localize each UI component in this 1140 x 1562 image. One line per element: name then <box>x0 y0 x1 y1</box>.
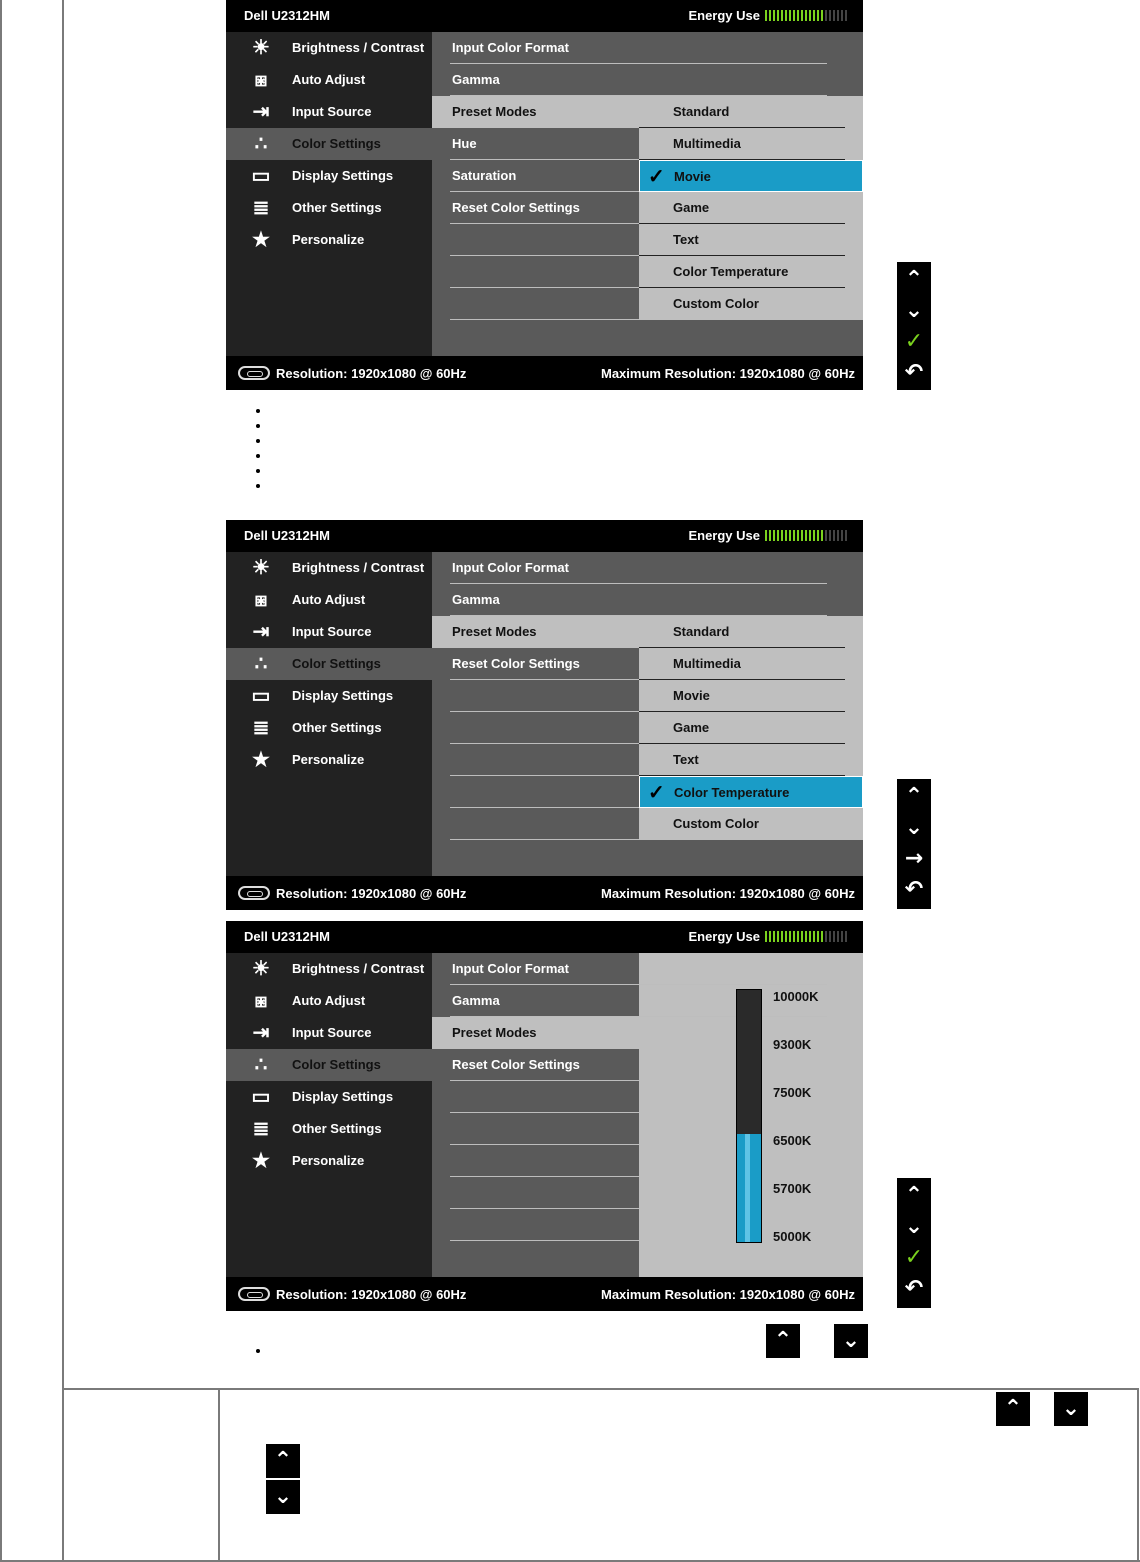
submenu-empty-row <box>432 808 639 840</box>
preset-option-text[interactable] <box>639 224 863 256</box>
preset-option-multimedia[interactable] <box>639 648 863 680</box>
preset-option-label: Custom Color <box>673 816 759 831</box>
energy-segment <box>829 530 831 541</box>
menu-item-color-settings[interactable] <box>226 128 432 160</box>
submenu-empty-row <box>432 712 639 744</box>
submenu-item-label: Reset Color Settings <box>452 1057 580 1072</box>
energy-segment <box>813 931 815 942</box>
submenu-empty-row <box>432 288 639 320</box>
osd-title-bar <box>226 921 863 953</box>
down-icon: ⌄ <box>904 298 924 323</box>
temperature-bar <box>736 989 762 1243</box>
monitor-model: Dell U2312HM <box>244 8 330 23</box>
submenu-item[interactable] <box>432 64 845 96</box>
list-bullet <box>256 1349 260 1353</box>
energy-segment <box>809 10 811 21</box>
energy-segment <box>781 530 783 541</box>
preset-option-game[interactable] <box>639 192 863 224</box>
back-button[interactable] <box>897 876 931 904</box>
menu-item-label: Personalize <box>292 232 365 247</box>
temperature-label: 5700K <box>773 1181 812 1196</box>
list-bullet <box>256 424 260 428</box>
osd-status-bar <box>226 356 863 390</box>
preset-option-label: Text <box>673 232 699 247</box>
energy-segment <box>769 10 771 21</box>
submenu-item-label: Preset Modes <box>452 1025 537 1040</box>
submenu-item-label: Reset Color Settings <box>452 200 580 215</box>
energy-segment <box>825 530 827 541</box>
energy-segment <box>837 10 839 21</box>
up-button[interactable] <box>897 266 931 294</box>
down-icon: ⌄ <box>904 815 924 840</box>
energy-segment <box>797 931 799 942</box>
submenu-item-label: Saturation <box>452 168 517 183</box>
energy-segment <box>833 530 835 541</box>
menu-item-label: Other Settings <box>292 200 382 215</box>
up-button[interactable] <box>897 783 931 811</box>
energy-segment <box>821 931 823 942</box>
osd-main-menu <box>226 552 432 876</box>
energy-segment <box>789 10 791 21</box>
energy-segment <box>833 931 835 942</box>
energy-segment <box>817 10 819 21</box>
resolution-text: Resolution: 1920x1080 @ 60Hz <box>276 1287 467 1302</box>
submenu-item-label: Input Color Format <box>452 40 569 55</box>
temperature-bar-fill <box>737 1134 761 1242</box>
auto-adjust-icon: ⧆ <box>254 589 268 611</box>
menu-item-label: Input Source <box>292 1025 372 1040</box>
menu-item-other-settings[interactable] <box>226 712 432 744</box>
preset-option-color-temperature[interactable] <box>639 776 863 808</box>
submenu-item-label: Gamma <box>452 72 500 87</box>
resolution-text: Resolution: 1920x1080 @ 60Hz <box>276 366 467 381</box>
star-icon: ★ <box>252 229 270 251</box>
auto-adjust-icon: ⧆ <box>254 990 268 1012</box>
energy-segment <box>765 931 767 942</box>
energy-segment <box>841 931 843 942</box>
star-icon: ★ <box>252 1150 270 1172</box>
energy-segment <box>841 10 843 21</box>
osd-main-menu <box>226 32 432 356</box>
submenu-item[interactable] <box>432 192 639 224</box>
menu-item-auto-adjust[interactable] <box>226 64 432 96</box>
energy-segment <box>789 530 791 541</box>
list-bullet <box>256 454 260 458</box>
submenu-item-label: Input Color Format <box>452 560 569 575</box>
preset-option-text[interactable] <box>639 744 863 776</box>
menu-item-display-settings[interactable] <box>226 680 432 712</box>
osd-title-bar <box>226 0 863 32</box>
display-settings-icon: ▭ <box>251 685 271 707</box>
other-settings-icon: ≣ <box>252 197 270 219</box>
display-settings-icon: ▭ <box>251 165 271 187</box>
down-icon: ⌄ <box>904 1214 924 1239</box>
menu-item-brightness-contrast[interactable] <box>226 32 432 64</box>
submenu-empty-row <box>432 320 639 352</box>
energy-segment <box>793 10 795 21</box>
preset-option-game[interactable] <box>639 712 863 744</box>
energy-segment <box>793 530 795 541</box>
energy-segment <box>777 10 779 21</box>
display-settings-icon: ▭ <box>251 1086 271 1108</box>
temperature-label: 5000K <box>773 1229 812 1244</box>
preset-option-label: Multimedia <box>673 136 741 151</box>
menu-item-label: Display Settings <box>292 1089 394 1104</box>
brightness-icon: ☀ <box>252 37 270 59</box>
preset-option-label: Movie <box>673 688 710 703</box>
back-button[interactable] <box>897 359 931 387</box>
energy-segment <box>773 10 775 21</box>
options-filler <box>639 840 863 876</box>
down-button-inline: ⌄ <box>1054 1392 1088 1426</box>
brightness-icon: ☀ <box>252 958 270 980</box>
menu-item-label: Brightness / Contrast <box>292 560 425 575</box>
energy-segment <box>837 931 839 942</box>
list-bullet <box>256 469 260 473</box>
menu-item-label: Brightness / Contrast <box>292 40 425 55</box>
check-icon: ✓ <box>904 329 924 354</box>
down-button[interactable] <box>897 814 931 842</box>
menu-item-label: Personalize <box>292 752 365 767</box>
check-icon: ✓ <box>648 166 665 188</box>
preset-option-label: Color Temperature <box>673 264 789 279</box>
submenu-item[interactable] <box>432 128 639 160</box>
energy-segment <box>825 10 827 21</box>
preset-option-label: Custom Color <box>673 296 759 311</box>
table-divider-1 <box>62 0 64 1562</box>
preset-option-label: Game <box>673 200 710 215</box>
osd-status-bar <box>226 1277 863 1311</box>
energy-segment <box>797 530 799 541</box>
list-bullet <box>256 484 260 488</box>
menu-item-input-source[interactable] <box>226 96 432 128</box>
table-border-right <box>1137 1388 1139 1562</box>
menu-item-label: Input Source <box>292 624 372 639</box>
energy-segment <box>845 931 847 942</box>
energy-segment <box>777 530 779 541</box>
check-button[interactable] <box>897 328 931 356</box>
energy-segment <box>777 931 779 942</box>
input-source-icon: ⇥ <box>252 621 270 643</box>
energy-segment <box>769 530 771 541</box>
check-button[interactable] <box>897 1244 931 1272</box>
check-icon: ✓ <box>648 782 665 804</box>
energy-meter <box>765 10 849 21</box>
up-icon: ⌃ <box>904 1183 924 1208</box>
preset-option-standard[interactable] <box>639 616 863 648</box>
preset-option-movie[interactable] <box>639 680 863 712</box>
energy-segment <box>817 530 819 541</box>
osd-nav-buttons <box>897 1178 931 1308</box>
menu-item-auto-adjust[interactable] <box>226 584 432 616</box>
submenu-empty-row <box>432 840 639 872</box>
menu-item-label: Auto Adjust <box>292 72 366 87</box>
submenu-item-label: Preset Modes <box>452 104 537 119</box>
energy-segment <box>837 530 839 541</box>
right-arrow-icon: → <box>904 846 924 871</box>
energy-segment <box>781 931 783 942</box>
osd-nav-buttons <box>897 779 931 909</box>
preset-option-standard[interactable] <box>639 96 863 128</box>
energy-segment <box>773 530 775 541</box>
monitor-model: Dell U2312HM <box>244 929 330 944</box>
energy-segment <box>793 931 795 942</box>
energy-segment <box>765 530 767 541</box>
menu-item-label: Color Settings <box>292 136 381 151</box>
input-source-icon: ⇥ <box>252 101 270 123</box>
up-button-inline: ⌃ <box>996 1392 1030 1426</box>
menu-item-brightness-contrast[interactable] <box>226 552 432 584</box>
vga-connector-icon <box>238 366 270 380</box>
check-icon: ✓ <box>904 1245 924 1270</box>
preset-option-custom-color[interactable] <box>639 288 863 320</box>
submenu-item[interactable] <box>432 584 845 616</box>
brightness-icon: ☀ <box>252 557 270 579</box>
energy-segment <box>785 931 787 942</box>
energy-segment <box>821 530 823 541</box>
energy-segment <box>845 10 847 21</box>
energy-meter <box>765 931 849 942</box>
energy-use <box>688 8 849 23</box>
star-icon: ★ <box>252 749 270 771</box>
energy-meter <box>765 530 849 541</box>
energy-segment <box>765 10 767 21</box>
color-settings-icon: ∴ <box>254 1054 268 1076</box>
energy-segment <box>801 931 803 942</box>
menu-item-label: Display Settings <box>292 168 394 183</box>
menu-item-other-settings[interactable] <box>226 192 432 224</box>
osd-screenshot-color-temperature-select <box>226 520 863 910</box>
preset-option-multimedia[interactable] <box>639 128 863 160</box>
auto-adjust-icon: ⧆ <box>254 69 268 91</box>
preset-option-color-temperature[interactable] <box>639 256 863 288</box>
menu-item-label: Other Settings <box>292 1121 382 1136</box>
menu-item-label: Other Settings <box>292 720 382 735</box>
back-icon: ↶ <box>904 360 924 385</box>
submenu-item[interactable] <box>432 32 845 64</box>
submenu-item[interactable] <box>432 616 639 648</box>
max-resolution-text: Maximum Resolution: 1920x1080 @ 60Hz <box>601 1287 855 1302</box>
menu-item-label: Color Settings <box>292 656 381 671</box>
preset-option-label: Standard <box>673 104 730 119</box>
energy-segment <box>841 530 843 541</box>
submenu-item[interactable] <box>432 648 639 680</box>
energy-segment <box>805 530 807 541</box>
submenu-item-label: Hue <box>452 136 477 151</box>
submenu-item-label: Reset Color Settings <box>452 656 580 671</box>
energy-segment <box>829 931 831 942</box>
menu-item-label: Display Settings <box>292 688 394 703</box>
table-row-separator <box>64 1388 1139 1390</box>
menu-item-label: Brightness / Contrast <box>292 961 425 976</box>
up-icon: ⌃ <box>904 784 924 809</box>
energy-segment <box>809 530 811 541</box>
up-icon: ⌃ <box>904 267 924 292</box>
menu-item-label: Auto Adjust <box>292 993 366 1008</box>
osd-status-bar <box>226 876 863 910</box>
list-bullet <box>256 439 260 443</box>
submenu-empty-row <box>432 680 639 712</box>
energy-segment <box>813 10 815 21</box>
submenu-empty-row <box>432 744 639 776</box>
menu-item-personalize[interactable] <box>226 224 432 256</box>
other-settings-icon: ≣ <box>252 1118 270 1140</box>
energy-use <box>688 929 849 944</box>
temperature-label: 9300K <box>773 1037 812 1052</box>
menu-item-label: Input Source <box>292 104 372 119</box>
back-button[interactable] <box>897 1275 931 1303</box>
preset-option-label: Color Temperature <box>674 785 790 800</box>
menu-item-input-source[interactable] <box>226 616 432 648</box>
osd-screenshot-color-temperature-slider <box>226 921 863 1311</box>
preset-option-label: Text <box>673 752 699 767</box>
submenu-item[interactable] <box>432 160 639 192</box>
list-bullet <box>256 409 260 413</box>
down-button-inline: ⌄ <box>834 1324 868 1358</box>
energy-segment <box>825 931 827 942</box>
energy-segment <box>785 10 787 21</box>
down-button-inline: ⌄ <box>266 1480 300 1514</box>
max-resolution-text: Maximum Resolution: 1920x1080 @ 60Hz <box>601 366 855 381</box>
down-button[interactable] <box>897 1213 931 1241</box>
menu-item-label: Personalize <box>292 1153 365 1168</box>
energy-use <box>688 528 849 543</box>
temperature-label: 6500K <box>773 1133 812 1148</box>
menu-item-personalize[interactable] <box>226 744 432 776</box>
color-settings-icon: ∴ <box>254 653 268 675</box>
preset-option-label: Standard <box>673 624 730 639</box>
menu-item-display-settings[interactable] <box>226 160 432 192</box>
energy-segment <box>781 10 783 21</box>
up-button-inline: ⌃ <box>266 1444 300 1478</box>
energy-label: Energy Use <box>688 929 760 944</box>
energy-segment <box>813 530 815 541</box>
menu-item-label: Color Settings <box>292 1057 381 1072</box>
energy-segment <box>785 530 787 541</box>
energy-segment <box>809 931 811 942</box>
submenu-item-label: Gamma <box>452 993 500 1008</box>
vga-connector-icon <box>238 1287 270 1301</box>
temperature-label: 10000K <box>773 989 819 1004</box>
color-settings-icon: ∴ <box>254 133 268 155</box>
energy-segment <box>817 931 819 942</box>
monitor-model: Dell U2312HM <box>244 528 330 543</box>
energy-segment <box>805 10 807 21</box>
up-button[interactable] <box>897 1182 931 1210</box>
submenu-item-label: Gamma <box>452 592 500 607</box>
back-icon: ↶ <box>904 1276 924 1301</box>
menu-item-color-settings[interactable] <box>226 648 432 680</box>
preset-option-label: Multimedia <box>673 656 741 671</box>
energy-segment <box>805 931 807 942</box>
max-resolution-text: Maximum Resolution: 1920x1080 @ 60Hz <box>601 886 855 901</box>
energy-segment <box>773 931 775 942</box>
table-border-left <box>0 0 2 1562</box>
energy-segment <box>845 530 847 541</box>
submenu-item[interactable] <box>432 96 639 128</box>
submenu-empty-row <box>432 224 639 256</box>
osd-nav-buttons <box>897 262 931 390</box>
preset-option-movie[interactable] <box>639 160 863 192</box>
submenu-item-label: Preset Modes <box>452 624 537 639</box>
osd-title-bar <box>226 520 863 552</box>
table-divider-2 <box>218 1388 220 1562</box>
submenu-empty-row <box>432 256 639 288</box>
energy-segment <box>829 10 831 21</box>
resolution-text: Resolution: 1920x1080 @ 60Hz <box>276 886 467 901</box>
submenu-item[interactable] <box>432 552 845 584</box>
energy-label: Energy Use <box>688 528 760 543</box>
energy-segment <box>801 10 803 21</box>
temperature-slider[interactable] <box>226 953 863 1277</box>
down-button[interactable] <box>897 297 931 325</box>
other-settings-icon: ≣ <box>252 717 270 739</box>
preset-option-custom-color[interactable] <box>639 808 863 840</box>
up-button-inline: ⌃ <box>766 1324 800 1358</box>
temperature-label: 7500K <box>773 1085 812 1100</box>
energy-segment <box>789 931 791 942</box>
input-source-icon: ⇥ <box>252 1022 270 1044</box>
energy-segment <box>769 931 771 942</box>
right-arrow-button[interactable] <box>897 845 931 873</box>
energy-label: Energy Use <box>688 8 760 23</box>
preset-option-label: Game <box>673 720 710 735</box>
submenu-empty-row <box>432 776 639 808</box>
submenu-item-label: Input Color Format <box>452 961 569 976</box>
energy-segment <box>797 10 799 21</box>
energy-segment <box>833 10 835 21</box>
energy-segment <box>821 10 823 21</box>
energy-segment <box>801 530 803 541</box>
menu-item-label: Auto Adjust <box>292 592 366 607</box>
osd-screenshot-preset-modes <box>226 0 863 390</box>
back-icon: ↶ <box>904 877 924 902</box>
vga-connector-icon <box>238 886 270 900</box>
options-filler <box>639 320 863 356</box>
preset-option-label: Movie <box>674 169 711 184</box>
